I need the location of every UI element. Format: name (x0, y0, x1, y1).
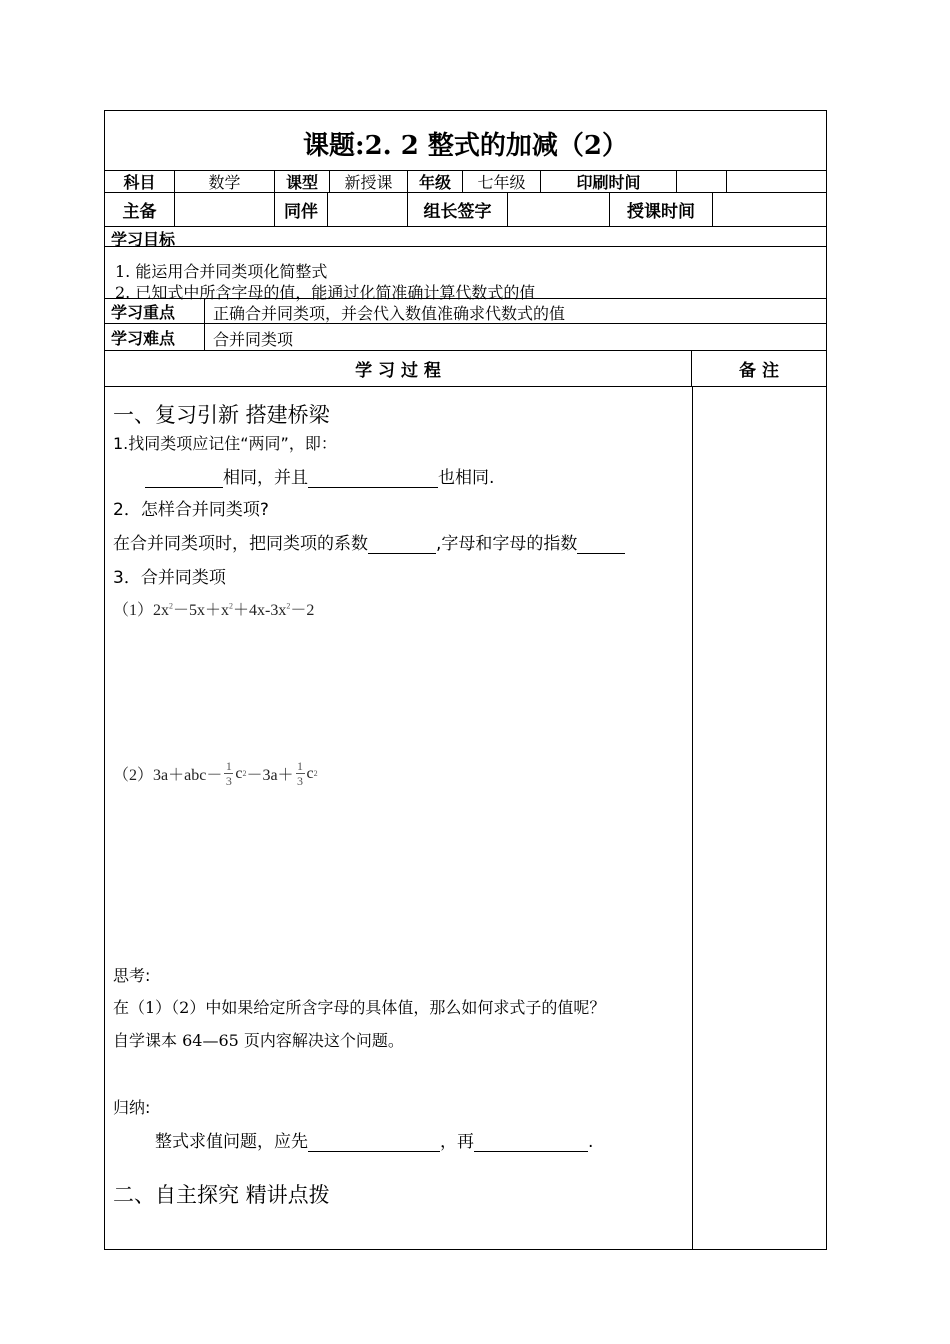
think-label: 思考: (113, 966, 151, 985)
blank-4[interactable] (577, 535, 625, 554)
expression-1-label: （1） (113, 602, 154, 619)
key-point-value: 正确合并同类项，并会代入数值准确求代数式的值 (213, 304, 566, 323)
section-2-heading: 二、自主探究 精讲点拨 (113, 1183, 330, 1207)
goals-content-row (105, 247, 826, 302)
question-2-part-a: 在合并同类项时，把同类项的系数 (113, 534, 368, 554)
summary-end: . (588, 1132, 594, 1152)
partner-label: 同伴 (275, 193, 328, 226)
lesson-type-label: 课型 (275, 171, 330, 192)
goal-item-1: 1. 能运用合并同类项化简整式 (115, 262, 328, 281)
teach-time-value (713, 193, 826, 226)
fraction-one-third: $\frac{1}{3}$ (297, 759, 304, 788)
summary-label: 归纳: (113, 1098, 151, 1117)
partner-value (328, 193, 408, 226)
info-row-2 (105, 193, 826, 227)
process-header: 学 习 过 程 (105, 351, 692, 386)
goals-label-row (105, 227, 826, 247)
key-point-row (105, 299, 826, 324)
question-1-part-b: 也相同. (438, 468, 495, 488)
title-row (105, 111, 826, 171)
expression-2-label: （2） (113, 767, 154, 784)
difficulty-value: 合并同类项 (213, 330, 294, 349)
blank-5[interactable] (308, 1133, 440, 1152)
question-3: 3．合并同类项 (113, 568, 226, 588)
info-row-1 (105, 171, 826, 193)
difficulty-label: 学习难点 (105, 324, 205, 350)
process-header-row (105, 351, 826, 387)
subject-label: 科目 (105, 171, 175, 192)
expression-1: $(1)2x^2-5x+x^2+4x-3x^2-2$ (113, 601, 315, 619)
key-point-label: 学习重点 (105, 299, 205, 323)
think-line-2: 自学课本 64—65 页内容解决这个问题。 (113, 1031, 404, 1050)
grade-value: 七年级 (463, 171, 541, 192)
summary-part-a: 整式求值问题，应先 (155, 1132, 308, 1152)
leader-sign-value (508, 193, 610, 226)
lead-teacher-value (175, 193, 275, 226)
blank-1[interactable] (145, 469, 223, 488)
question-1-part-a: 相同，并且 (223, 468, 308, 488)
page-title: 课题:2. 2 整式的加减（2） (302, 131, 629, 161)
notes-column-divider (692, 387, 693, 1249)
think-line-1: 在（1）（2）中如果给定所含字母的具体值，那么如何求式子的值呢？ (113, 998, 606, 1017)
lesson-plan-table (104, 110, 827, 1250)
blank-6[interactable] (474, 1133, 588, 1152)
blank-3[interactable] (368, 535, 436, 554)
summary-line (155, 1127, 593, 1152)
question-2-fill (113, 529, 625, 554)
blank-2[interactable] (308, 469, 438, 488)
goals-label: 学习目标 (111, 230, 176, 249)
teach-time-label: 授课时间 (610, 193, 713, 226)
lead-teacher-label: 主备 (105, 193, 175, 226)
question-2: 2．怎样合并同类项? (113, 500, 269, 520)
fraction-one-third: $\frac{1}{3}$ (225, 759, 232, 788)
grade-label: 年级 (408, 171, 463, 192)
difficulty-row (105, 324, 826, 351)
section-1-heading: 一、复习引新 搭建桥梁 (113, 403, 330, 427)
lesson-type-value: 新授课 (330, 171, 408, 192)
goal-item-2: 2. 已知式中所含字母的值，能通过化简准确计算代数式的值 (115, 283, 536, 302)
question-1-fill (145, 463, 494, 488)
leader-sign-label: 组长签字 (408, 193, 508, 226)
print-time-label: 印刷时间 (541, 171, 677, 192)
expression-2: （2） 3a＋abc－ $\frac{1}{3}$ c 2 －3a＋ $\frac{1}{3}$ c 2 (113, 759, 318, 788)
question-1: 1.找同类项应记住“两同”，即： (113, 434, 337, 453)
question-2-part-b: ,字母和字母的指数 (436, 534, 578, 554)
notes-header: 备 注 (739, 361, 779, 381)
print-time-value (677, 171, 727, 192)
summary-part-b: ，再 (440, 1132, 474, 1152)
subject-value: 数学 (175, 171, 275, 192)
